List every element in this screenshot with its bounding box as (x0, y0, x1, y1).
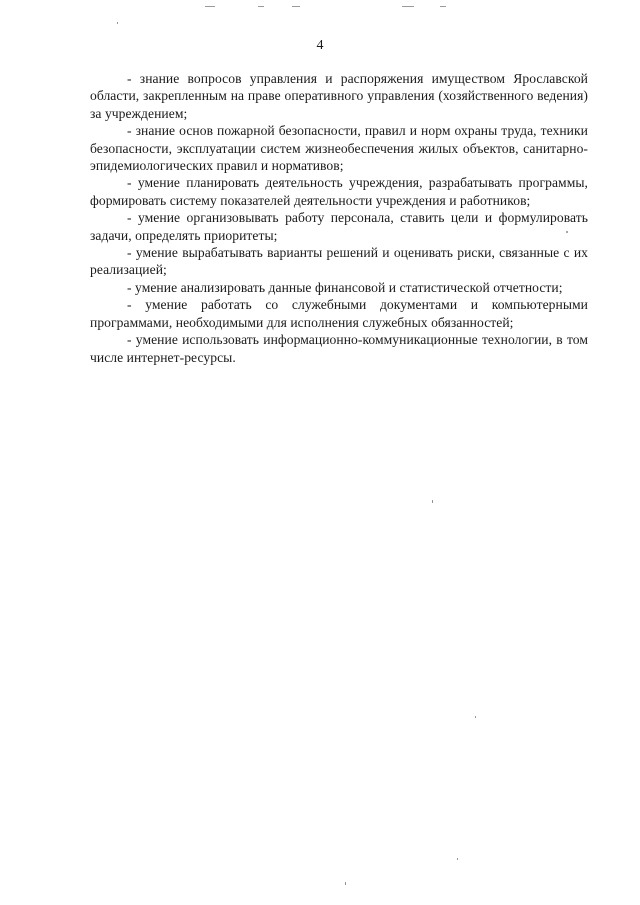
paragraph: - умение анализировать данные финансовой и статистической отчетности; (127, 279, 563, 295)
scan-speck (566, 231, 568, 233)
paragraph: - умение планировать деятельность учреждения, разрабатывать программы, формировать систему показателей деятельности учреждения и работников; (90, 175, 588, 208)
paragraph: - умение вырабатывать варианты решений и оценивать риски, связанные с их реализацией; (90, 245, 588, 278)
scan-speck (117, 22, 118, 24)
scan-speck (457, 858, 458, 860)
scan-artifact (292, 6, 300, 7)
paragraph: - знание вопросов управления и распоряжения имуществом Ярославской области, закрепленным на праве оперативного управления (хозяйственного ведения) за учреждением; (90, 71, 588, 121)
scan-speck (345, 882, 346, 885)
paragraph: - умение использовать информационно-коммуникационные технологии, в том числе интернет-ресурсы. (90, 332, 588, 365)
paragraph: - знание основ пожарной безопасности, правил и норм охраны труда, техники безопасности, эксплуатации систем жизнеобеспечения жилых объектов, санитарно-эпидемиологических правил и нормативов; (90, 123, 588, 174)
scan-speck (432, 500, 433, 503)
scan-artifact (440, 6, 446, 7)
document-body (90, 70, 588, 366)
scan-speck (475, 716, 476, 718)
page-number: 4 (316, 38, 324, 53)
scan-artifact (402, 6, 414, 7)
scan-artifact (205, 6, 215, 7)
paragraph: - умение организовывать работу персонала, ставить цели и формулировать задачи, определять приоритеты; (90, 210, 588, 243)
paragraph: - умение работать со служебными документами и компьютерными программами, необходимыми для исполнения служебных обязанностей; (90, 297, 588, 330)
scan-artifact (258, 6, 264, 7)
